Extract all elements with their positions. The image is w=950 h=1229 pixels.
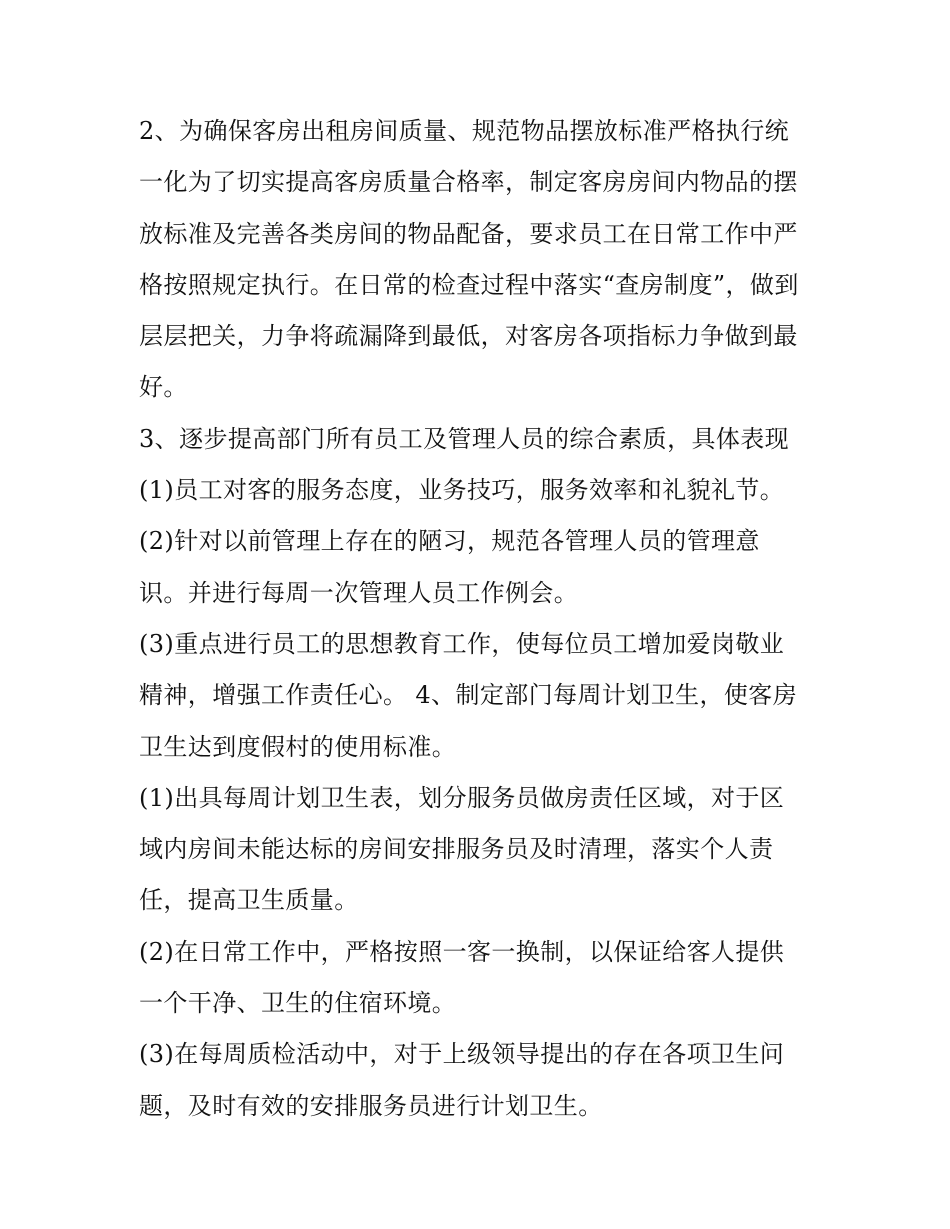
text-line: (2)针对以前管理上存在的陋习，规范各管理人员的管理意	[139, 527, 760, 556]
text-line: 任，提高卫生质量。	[139, 886, 359, 915]
text-line: 域内房间未能达标的房间安排服务员及时清理，落实个人责	[139, 835, 774, 864]
document-body	[139, 106, 829, 1132]
text-line: 放标准及完善各类房间的物品配备，要求员工在日常工作中严	[139, 219, 798, 248]
text-line: 卫生达到度假村的使用标准。	[139, 732, 457, 761]
text-line: 3、逐步提高部门所有员工及管理人员的综合素质，具体表现	[139, 424, 790, 453]
text-line: 层层把关，力争将疏漏降到最低，对客房各项指标力争做到最	[139, 322, 798, 351]
text-line: 好。	[139, 373, 188, 402]
text-line: 题，及时有效的安排服务员进行计划卫生。	[139, 1091, 603, 1120]
text-line: (3)在每周质检活动中，对于上级领导提出的存在各项卫生问	[139, 1040, 785, 1069]
text-line: 一个干净、卫生的住宿环境。	[139, 989, 457, 1018]
text-line: 2、为确保客房出租房间质量、规范物品摆放标准严格执行统	[139, 117, 790, 145]
text-line: 识。并进行每周一次管理人员工作例会。	[139, 578, 579, 607]
text-line: (1)出具每周计划卫生表，划分服务员做房责任区域，对于区	[139, 783, 785, 812]
text-line: 精神，增强工作责任心。 4、制定部门每周计划卫生，使客房	[139, 681, 798, 710]
text-line: 格按照规定执行。在日常的检查过程中落实“查房制度”，做到	[139, 270, 799, 299]
text-line: (1)员工对客的服务态度，业务技巧，服务效率和礼貌礼节。	[139, 476, 785, 505]
text-line: 一化为了切实提高客房质量合格率，制定客房房间内物品的摆	[139, 168, 798, 197]
text-line: (3)重点进行员工的思想教育工作，使每位员工增加爱岗敬业	[139, 629, 785, 658]
text-line: (2)在日常工作中，严格按照一客一换制，以保证给客人提供	[139, 937, 785, 966]
